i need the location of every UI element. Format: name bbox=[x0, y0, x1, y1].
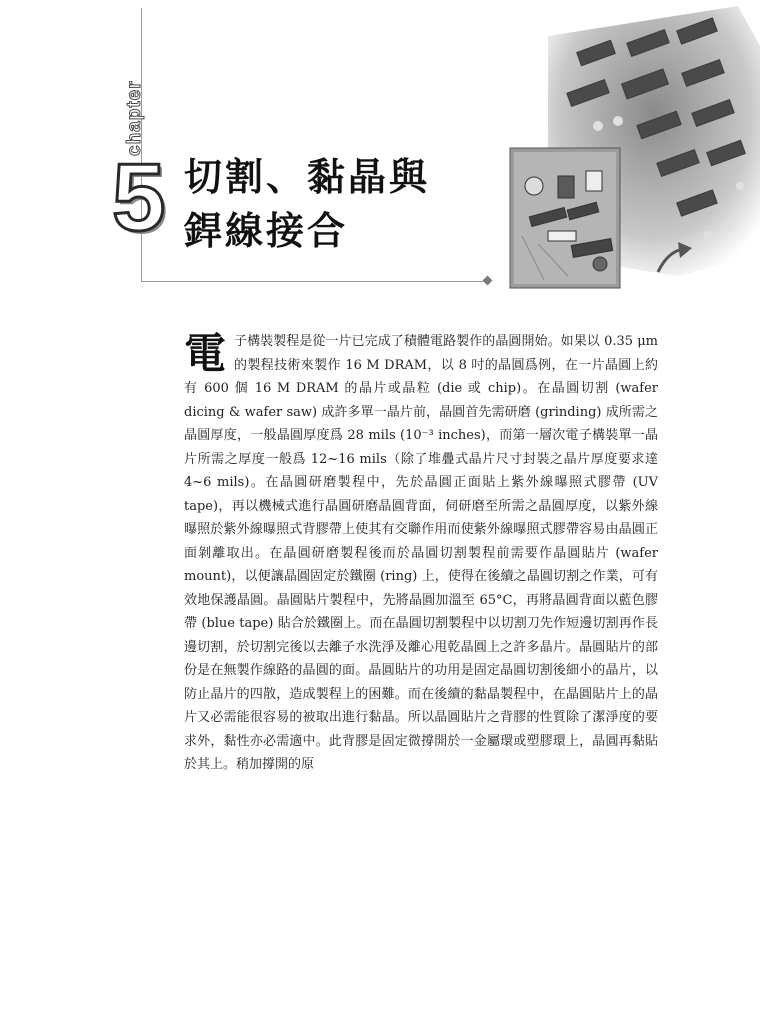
body-text: 子構裝製程是從一片已完成了積體電路製作的晶圓開始。如果以 0.35 μm 的製程技術來製作 16 M DRAM，以 8 吋的晶圓爲例，在一片晶圓上約有 600 個 16 M DRAM 的晶片或晶粒 (die 或 chip)。在晶圓切割 (wafer dicing & wafer saw) 成許多單一晶片前，晶圓首先需研磨 (grinding) 成所需之晶圓厚度，一般晶圓厚度爲 28 mils (10⁻³ inches)，而第一層次電子構裝單一晶片所需之厚度一般爲 12~16 mils（除了堆疊式晶片尺寸封裝之晶片厚度要求達 4~6 mils)。在晶圓研磨製程中，先於晶圓正面貼上紫外線曝照式膠帶 (UV tape)，再以機械式進行晶圓研磨晶圓背面，伺研磨至所需之晶圓厚度，以紫外線曝照於紫外線曝照式背膠帶上使其有交聯作用而使紫外線曝照式膠帶容易由晶圓正面剝離取出。在晶圓研磨製程後而於晶圓切割製程前需要作晶圓貼片 (wafer mount)，以便讓晶圓固定於鐵圈 (ring) 上，使得在後續之晶圓切割之作業，可有效地保護晶圓。晶圓貼片製程中，先將晶圓加溫至 65°C，再將晶圓背面以藍色膠帶 (blue tape) 貼合於鐵圈上。而在晶圓切割製程中以切割刀先作短邊切割再作長邊切割，於切割完後以去離子水洗淨及離心甩乾晶圓上之許多晶片。晶圓貼片的部份是在無製作線路的晶圓的面。晶圓貼片的功用是固定晶圓切割後細小的晶片，以防止晶片的四散，造成製程上的困難。而在後續的黏晶製程中，在晶圓貼片上的晶片又必需能很容易的被取出進行黏晶。所以晶圓貼片之背膠的性質除了潔淨度的要求外，黏性亦必需適中。此背膠是固定微撐開於一金屬環或塑膠環上，晶圓再黏貼於其上。稍加撐開的原 bbox=[184, 334, 658, 772]
chapter-title-line-2: 銲線接合 bbox=[184, 209, 349, 253]
chapter-number: 5 bbox=[112, 144, 166, 251]
drop-cap: 電 bbox=[184, 329, 227, 378]
chapter-title bbox=[184, 150, 430, 258]
body-paragraph bbox=[184, 330, 658, 777]
chapter-title-line-1: 切割、黏晶與 bbox=[184, 155, 431, 199]
rule-end-diamond bbox=[483, 276, 493, 286]
circuit-board-image bbox=[508, 6, 760, 296]
horizontal-rule bbox=[141, 281, 487, 282]
chapter-label: chapter bbox=[124, 80, 145, 156]
